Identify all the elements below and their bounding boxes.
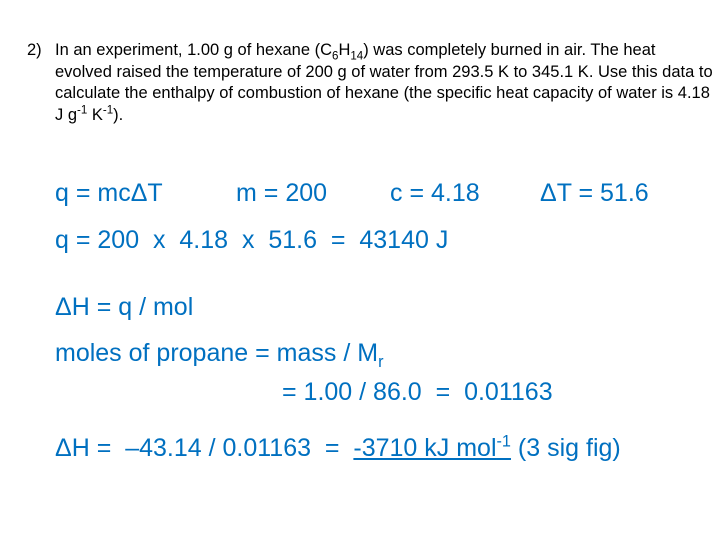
moles-formula-text: moles of propane = mass / M [55, 339, 379, 367]
relative-mass-subscript: r [378, 353, 384, 371]
question-text-part-2: H [338, 41, 351, 59]
kelvin-exponent: -1 [102, 104, 114, 116]
moles-calculation: = 1.00 / 86.0 = 0.01163 [282, 378, 553, 406]
heat-calculation: q = 200 x 4.18 x 51.6 = 43140 J [55, 226, 449, 254]
gram-exponent: -1 [77, 104, 88, 116]
heat-formula: q = mcΔT [55, 179, 163, 207]
question-text-part-3: ) was completely burned in air. The heat evolved raised the temperature of 200 g of water from 293.5 K to 345.1 K. Use this data to calculate the enthalpy of combustion of hexane (the specific heat capacity of water is 4.18 J g [55, 41, 713, 124]
question-text [55, 40, 715, 126]
moles-formula [55, 339, 384, 371]
enthalpy-result-value: -3710 kJ mol [353, 434, 497, 462]
enthalpy-formula: ΔH = q / mol [55, 293, 194, 321]
enthalpy-calculation [55, 434, 621, 463]
question-text-part-5: ). [113, 105, 124, 124]
question-text-part-4: K [87, 105, 103, 124]
enthalpy-result [353, 434, 511, 462]
carbon-subscript: 6 [332, 50, 339, 63]
temperature-change-value: ΔT = 51.6 [540, 179, 649, 207]
mass-value: m = 200 [236, 179, 328, 207]
enthalpy-calculation-text: ΔH = –43.14 / 0.01163 = [55, 434, 354, 462]
hydrogen-subscript: 14 [350, 50, 364, 63]
mol-exponent: -1 [496, 432, 511, 451]
question-text-part-1: In an experiment, 1.00 g of hexane (C [55, 41, 333, 59]
question-number: 2) [27, 41, 42, 59]
capacity-value: c = 4.18 [390, 179, 480, 207]
sig-fig-note: (3 sig fig) [510, 434, 621, 462]
